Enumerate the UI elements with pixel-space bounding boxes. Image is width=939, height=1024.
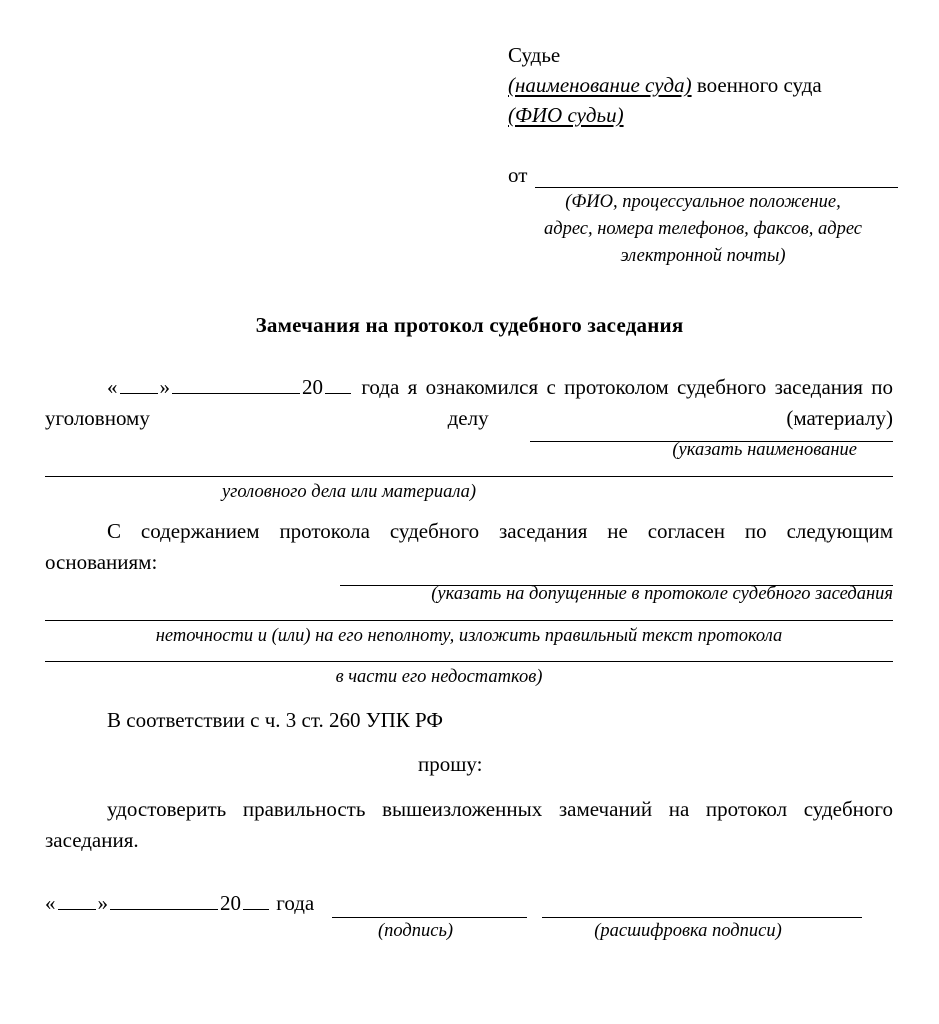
signature-date: [45, 888, 314, 918]
document-body: [45, 372, 893, 943]
case-name-inline-rule[interactable]: [530, 426, 893, 442]
paragraph-legal-basis: [45, 705, 893, 736]
from-block: [508, 162, 898, 269]
paragraph-disagreement: [45, 516, 893, 578]
date-quote-open: «: [107, 375, 118, 399]
from-fill-line[interactable]: [535, 169, 898, 188]
addressee-block: [508, 40, 898, 130]
signature-quote-close: »: [97, 891, 108, 915]
signature-row: [45, 888, 893, 918]
day-blank[interactable]: [120, 373, 158, 394]
month-blank[interactable]: [172, 373, 300, 394]
year-blank[interactable]: [325, 373, 351, 394]
para1-tail: года я ознакомился с протоколом судебного заседания по уголовному делу (материалу): [45, 375, 893, 430]
grounds-inline-rule[interactable]: [340, 570, 893, 586]
signature-captions: [45, 919, 893, 943]
paragraph-request-text: удостоверить правильность вышеизложенных замечаний на протокол судебного заседания.: [45, 797, 893, 852]
court-name-line: [508, 70, 898, 100]
caption-signature-transcript: (расшифровка подписи): [594, 921, 782, 941]
caption-case-name-2: уголовного дела или материала): [221, 482, 477, 502]
signature-month-blank[interactable]: [110, 889, 218, 910]
from-caption-line-3: электронной почты): [620, 246, 786, 266]
request-word-text: прошу:: [418, 752, 483, 776]
grounds-rule-2[interactable]: [45, 620, 893, 621]
addressee-judge-line: [508, 40, 898, 70]
from-row: [508, 162, 898, 188]
signature-year-prefix: 20: [220, 891, 241, 915]
court-name-placeholder: (наименование суда): [508, 73, 692, 97]
case-name-rule-2[interactable]: [45, 476, 893, 477]
caption-grounds-3: в части его недостатков): [335, 667, 543, 687]
signature-line[interactable]: [332, 897, 527, 918]
judge-name-line: [508, 100, 898, 130]
caption-signature: (подпись): [377, 921, 454, 941]
caption-grounds-2: неточности и (или) на его неполноту, изложить правильный текст протокола: [155, 626, 783, 646]
from-caption-line-2: адрес, номера телефонов, факсов, адрес: [543, 219, 863, 239]
page-title: Замечания на протокол судебного заседания: [255, 313, 684, 337]
request-word: [45, 749, 893, 780]
date-quote-close: »: [159, 375, 170, 399]
signature-year-blank[interactable]: [243, 889, 269, 910]
signature-block: [45, 888, 893, 943]
from-caption-line-1: (ФИО, процессуальное положение,: [565, 192, 841, 212]
paragraph-legal-basis-text: В соответствии с ч. 3 ст. 260 УПК РФ: [107, 708, 443, 732]
paragraph-familiarization: [45, 372, 893, 434]
addressee-judge-label: Судье: [508, 43, 561, 67]
from-label: от: [508, 163, 528, 187]
caption-case-name-1: (указать наименование: [672, 440, 857, 460]
year-prefix: 20: [302, 375, 323, 399]
signature-day-blank[interactable]: [58, 889, 96, 910]
caption-grounds-1: (указать на допущенные в протоколе судебного заседания: [431, 584, 893, 604]
court-name-suffix: военного суда: [691, 73, 822, 97]
signature-year-suffix: года: [271, 891, 315, 915]
paragraph-request: [45, 794, 893, 856]
signature-quote-open: «: [45, 891, 56, 915]
grounds-rule-3[interactable]: [45, 661, 893, 662]
judge-name-placeholder: (ФИО судьи): [508, 103, 624, 127]
paragraph-disagreement-text: С содержанием протокола судебного заседания не согласен по следующим основаниям:: [45, 519, 893, 574]
signature-transcript-line[interactable]: [542, 897, 862, 918]
